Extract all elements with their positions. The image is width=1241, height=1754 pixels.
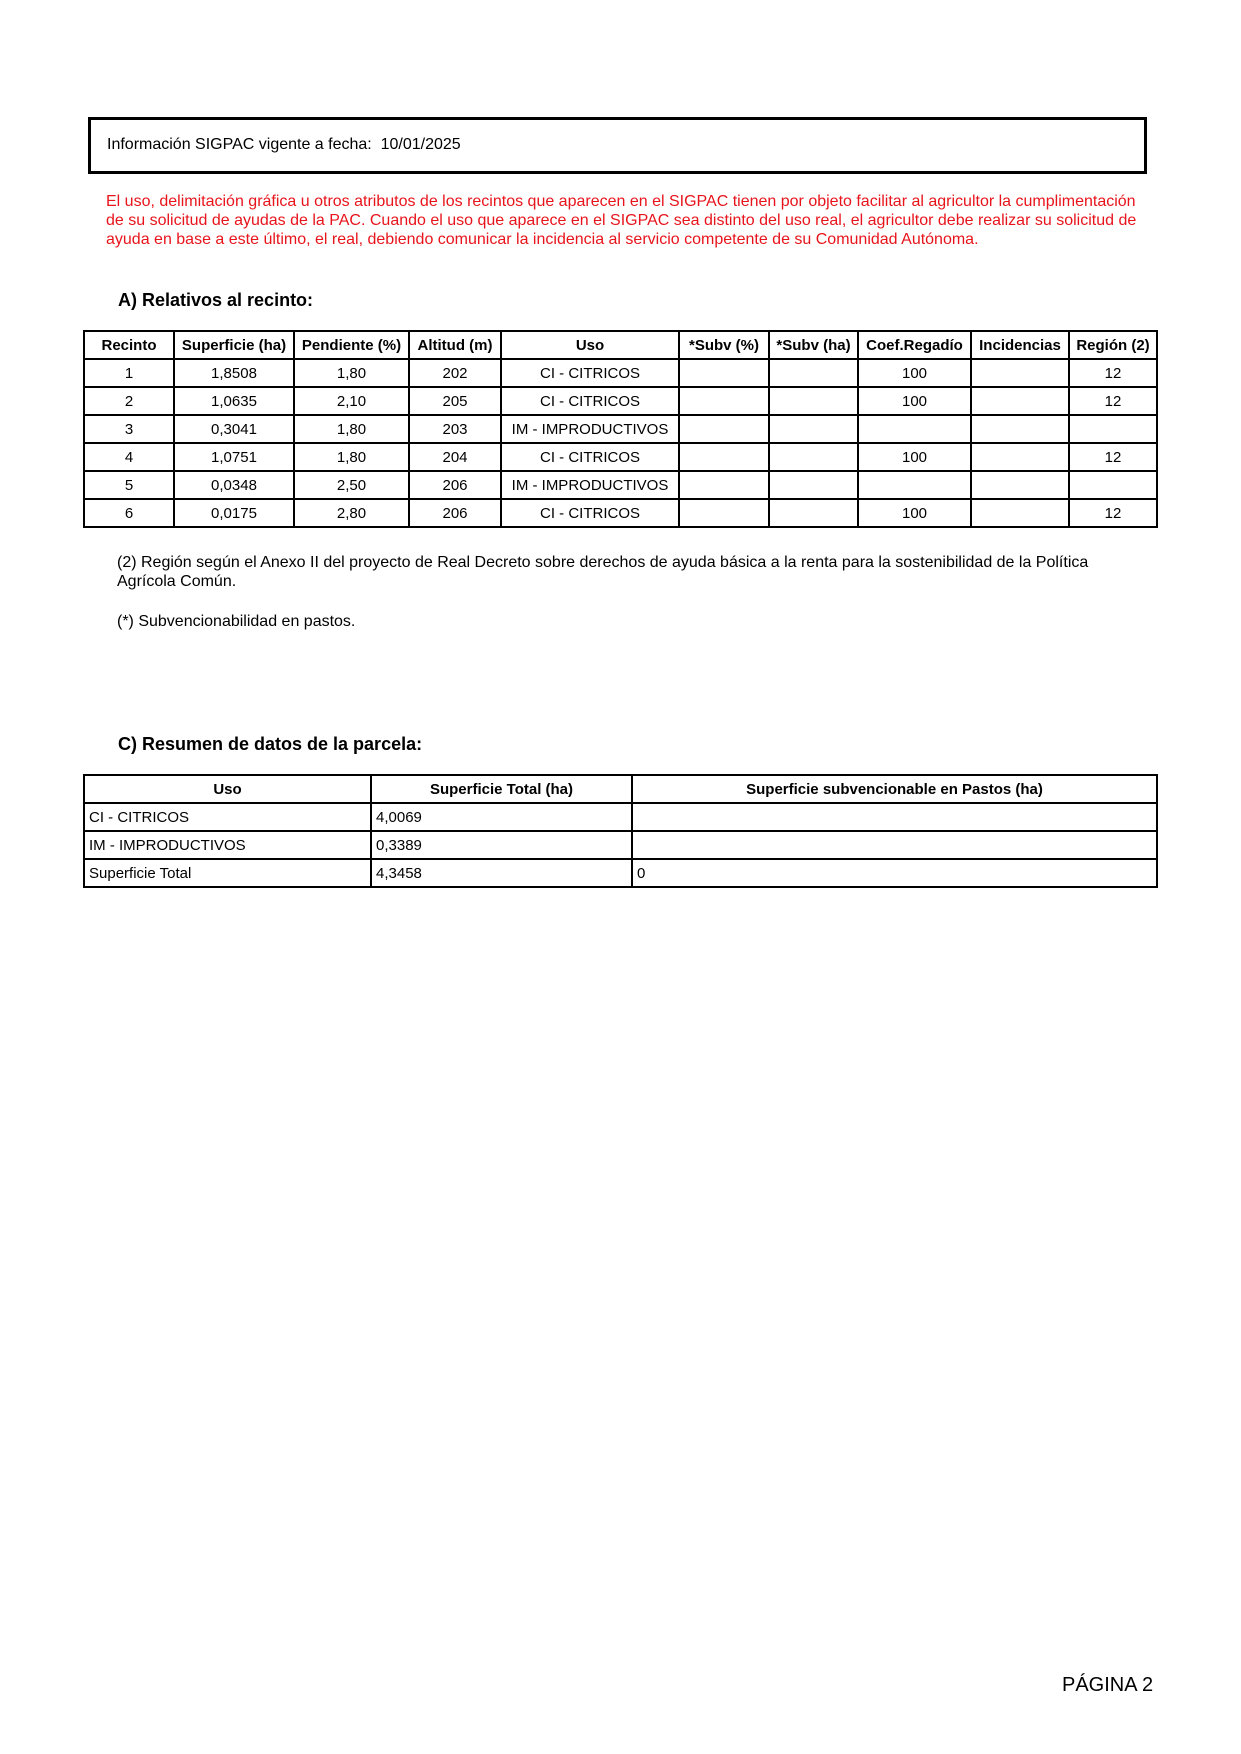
recintos-cell: CI - CITRICOS: [501, 359, 679, 387]
recintos-header-cell: *Subv (%): [679, 331, 769, 359]
recintos-cell: 2: [84, 387, 174, 415]
resumen-cell: [632, 803, 1157, 831]
info-date: 10/01/2025: [380, 136, 461, 153]
recintos-header-cell: Coef.Regadío: [858, 331, 971, 359]
recintos-cell: 1: [84, 359, 174, 387]
info-box: [88, 117, 1147, 174]
recintos-header-cell: Superficie (ha): [174, 331, 294, 359]
recintos-cell: 3: [84, 415, 174, 443]
recintos-header-cell: *Subv (ha): [769, 331, 858, 359]
recintos-cell: [679, 499, 769, 527]
page-number: PÁGINA 2: [1062, 1674, 1154, 1696]
recintos-cell: 6: [84, 499, 174, 527]
resumen-row: [84, 859, 1157, 887]
recintos-header-cell: Altitud (m): [409, 331, 501, 359]
recintos-cell: 4: [84, 443, 174, 471]
resumen-cell: 4,3458: [371, 859, 632, 887]
resumen-cell: CI - CITRICOS: [84, 803, 371, 831]
recintos-row: [84, 443, 1157, 471]
recintos-cell: [679, 415, 769, 443]
recintos-cell: [971, 471, 1069, 499]
recintos-cell: [1069, 415, 1157, 443]
recintos-cell: [769, 359, 858, 387]
recintos-row: [84, 471, 1157, 499]
recintos-header-row: [84, 331, 1157, 359]
recintos-cell: 1,0635: [174, 387, 294, 415]
recintos-cell: [769, 443, 858, 471]
recintos-row: [84, 499, 1157, 527]
resumen-header-cell: Superficie subvencionable en Pastos (ha): [632, 775, 1157, 803]
recintos-cell: [769, 415, 858, 443]
recintos-cell: 12: [1069, 499, 1157, 527]
recintos-cell: 0,0175: [174, 499, 294, 527]
recintos-cell: [679, 471, 769, 499]
recintos-cell: [679, 359, 769, 387]
section-c-title: C) Resumen de datos de la parcela:: [118, 734, 423, 754]
info-line: [107, 136, 461, 154]
recintos-header-cell: Pendiente (%): [294, 331, 409, 359]
recintos-cell: [769, 387, 858, 415]
recintos-cell: [858, 415, 971, 443]
recintos-cell: [971, 499, 1069, 527]
section-a-title: A) Relativos al recinto:: [118, 290, 314, 310]
recintos-row: [84, 415, 1157, 443]
recintos-cell: [971, 387, 1069, 415]
recintos-cell: 0,0348: [174, 471, 294, 499]
recintos-cell: [679, 443, 769, 471]
recintos-cell: 2,10: [294, 387, 409, 415]
resumen-cell: Superficie Total: [84, 859, 371, 887]
recintos-cell: 1,80: [294, 359, 409, 387]
recintos-cell: 100: [858, 443, 971, 471]
recintos-cell: 204: [409, 443, 501, 471]
recintos-cell: [971, 359, 1069, 387]
recintos-cell: 5: [84, 471, 174, 499]
recintos-cell: 100: [858, 499, 971, 527]
resumen-row: [84, 803, 1157, 831]
recintos-cell: 12: [1069, 359, 1157, 387]
recintos-cell: [971, 415, 1069, 443]
resumen-cell: 4,0069: [371, 803, 632, 831]
recintos-row: [84, 359, 1157, 387]
note-subv: (*) Subvencionabilidad en pastos.: [117, 613, 356, 630]
resumen-cell: IM - IMPRODUCTIVOS: [84, 831, 371, 859]
recintos-cell: CI - CITRICOS: [501, 387, 679, 415]
recintos-cell: [679, 387, 769, 415]
recintos-cell: 1,8508: [174, 359, 294, 387]
recintos-cell: 1,80: [294, 415, 409, 443]
resumen-header-row: [84, 775, 1157, 803]
recintos-cell: 1,80: [294, 443, 409, 471]
recintos-cell: 206: [409, 471, 501, 499]
info-label: Información SIGPAC vigente a fecha:: [107, 136, 372, 153]
recintos-cell: 203: [409, 415, 501, 443]
recintos-body: [84, 359, 1157, 527]
recintos-header-cell: Uso: [501, 331, 679, 359]
recintos-cell: 12: [1069, 443, 1157, 471]
recintos-cell: CI - CITRICOS: [501, 499, 679, 527]
recintos-cell: 1,0751: [174, 443, 294, 471]
recintos-cell: CI - CITRICOS: [501, 443, 679, 471]
resumen-row: [84, 831, 1157, 859]
recintos-cell: 2,50: [294, 471, 409, 499]
recintos-cell: IM - IMPRODUCTIVOS: [501, 415, 679, 443]
recintos-cell: [769, 499, 858, 527]
warning-notice: El uso, delimitación gráfica u otros atributos de los recintos que aparecen en el SIGPAC tienen por objeto facilitar al agricultor la cumplimentación de su solicitud de ayudas de la PAC. Cuando el uso que aparece en el SIGPAC sea distinto del uso real, el agricultor debe realizar su solicitud de ayuda en base a este último, el real, debiendo comunicar la incidencia al servicio competente de su Comunidad Autónoma.: [106, 193, 1137, 248]
recintos-cell: [769, 471, 858, 499]
recintos-cell: 202: [409, 359, 501, 387]
recintos-cell: [858, 471, 971, 499]
recintos-header-cell: Recinto: [84, 331, 174, 359]
recintos-cell: IM - IMPRODUCTIVOS: [501, 471, 679, 499]
recintos-cell: 205: [409, 387, 501, 415]
recintos-cell: 206: [409, 499, 501, 527]
recintos-header-cell: Región (2): [1069, 331, 1157, 359]
resumen-header-cell: Superficie Total (ha): [371, 775, 632, 803]
recintos-cell: 2,80: [294, 499, 409, 527]
resumen-body: [84, 803, 1157, 887]
resumen-header-cell: Uso: [84, 775, 371, 803]
recintos-cell: 100: [858, 387, 971, 415]
recintos-cell: [971, 443, 1069, 471]
recintos-cell: 100: [858, 359, 971, 387]
resumen-table: [83, 774, 1158, 888]
recintos-table: [83, 330, 1158, 528]
recintos-cell: [1069, 471, 1157, 499]
resumen-cell: 0,3389: [371, 831, 632, 859]
recintos-cell: 12: [1069, 387, 1157, 415]
recintos-row: [84, 387, 1157, 415]
recintos-cell: 0,3041: [174, 415, 294, 443]
recintos-header-cell: Incidencias: [971, 331, 1069, 359]
note-region: (2) Región según el Anexo II del proyecto de Real Decreto sobre derechos de ayuda básica a la renta para la sostenibilidad de la Política Agrícola Común.: [117, 554, 1089, 590]
resumen-cell: 0: [632, 859, 1157, 887]
resumen-cell: [632, 831, 1157, 859]
